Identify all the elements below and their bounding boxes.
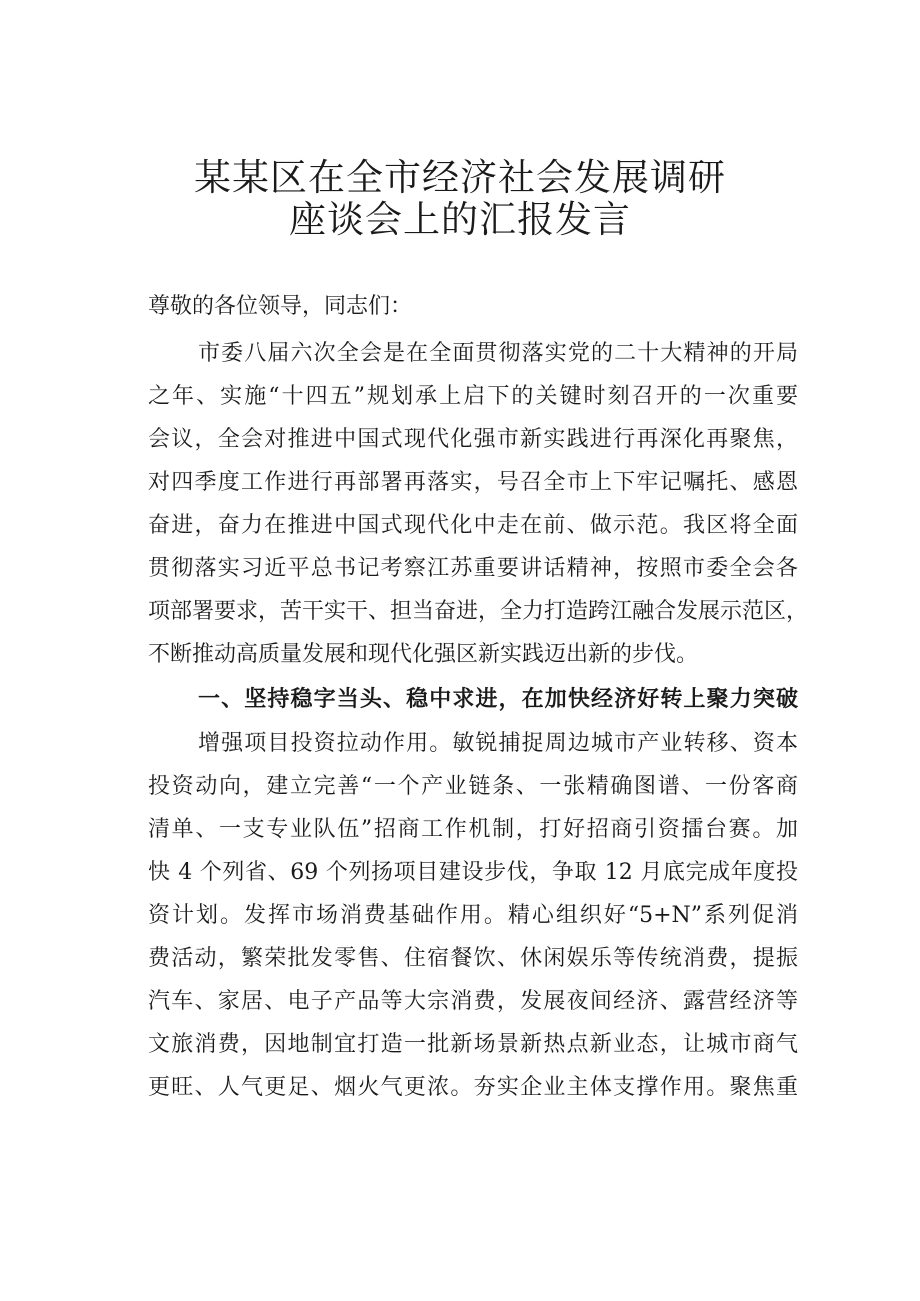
- paragraph-line: 清单、一支专业队伍”招商工作机制，打好招商引资擂台赛。加: [148, 817, 798, 842]
- paragraph-line: 会议，全会对推进中国式现代化强市新实践进行再深化再聚焦，: [148, 427, 798, 452]
- paragraph-line: 项部署要求，苦干实干、担当奋进，全力打造跨江融合发展示范区，: [148, 599, 809, 624]
- paragraph-line: 快 4 个列省、69 个列扬项目建设步伐，争取 12 月底完成年度投: [148, 860, 798, 885]
- paragraph-line: 汽车、家居、电子产品等大宗消费，发展夜间经济、露营经济等: [148, 989, 798, 1014]
- paragraph-line: 对四季度工作进行再部署再落实，号召全市上下牢记嘱托、感恩: [148, 470, 798, 495]
- document-title-line-1: 某某区在全市经济社会发展调研: [194, 156, 726, 199]
- paragraph-line: 奋进，奋力在推进中国式现代化中走在前、做示范。我区将全面: [148, 513, 798, 538]
- paragraph-line: 文旅消费，因地制宜打造一批新场景新热点新业态，让城市商气: [148, 1032, 798, 1057]
- paragraph-line: 增强项目投资拉动作用。敏锐捕捉周边城市产业转移、资本: [198, 731, 798, 756]
- document-title-line-2: 座谈会上的汇报发言: [289, 198, 631, 241]
- section-heading: 一、坚持稳字当头、稳中求进，在加快经济好转上聚力突破: [198, 687, 798, 712]
- paragraph-line: 不断推动高质量发展和现代化强区新实践迈出新的步伐。: [148, 642, 699, 667]
- salutation: 尊敬的各位领导，同志们：: [148, 294, 413, 319]
- paragraph-line: 贯彻落实习近平总书记考察江苏重要讲话精神，按照市委全会各: [148, 556, 798, 581]
- paragraph-line: 更旺、人气更足、烟火气更浓。夯实企业主体支撑作用。聚焦重: [148, 1075, 798, 1100]
- paragraph-line: 投资动向，建立完善“一个产业链条、一张精确图谱、一份客商: [148, 774, 798, 799]
- paragraph-line: 费活动，繁荣批发零售、住宿餐饮、休闲娱乐等传统消费，提振: [148, 946, 798, 971]
- paragraph-line: 市委八届六次全会是在全面贯彻落实党的二十大精神的开局: [198, 341, 798, 366]
- paragraph-line: 之年、实施“十四五”规划承上启下的关键时刻召开的一次重要: [148, 384, 798, 409]
- paragraph-line: 资计划。发挥市场消费基础作用。精心组织好“5+N”系列促消: [148, 903, 798, 928]
